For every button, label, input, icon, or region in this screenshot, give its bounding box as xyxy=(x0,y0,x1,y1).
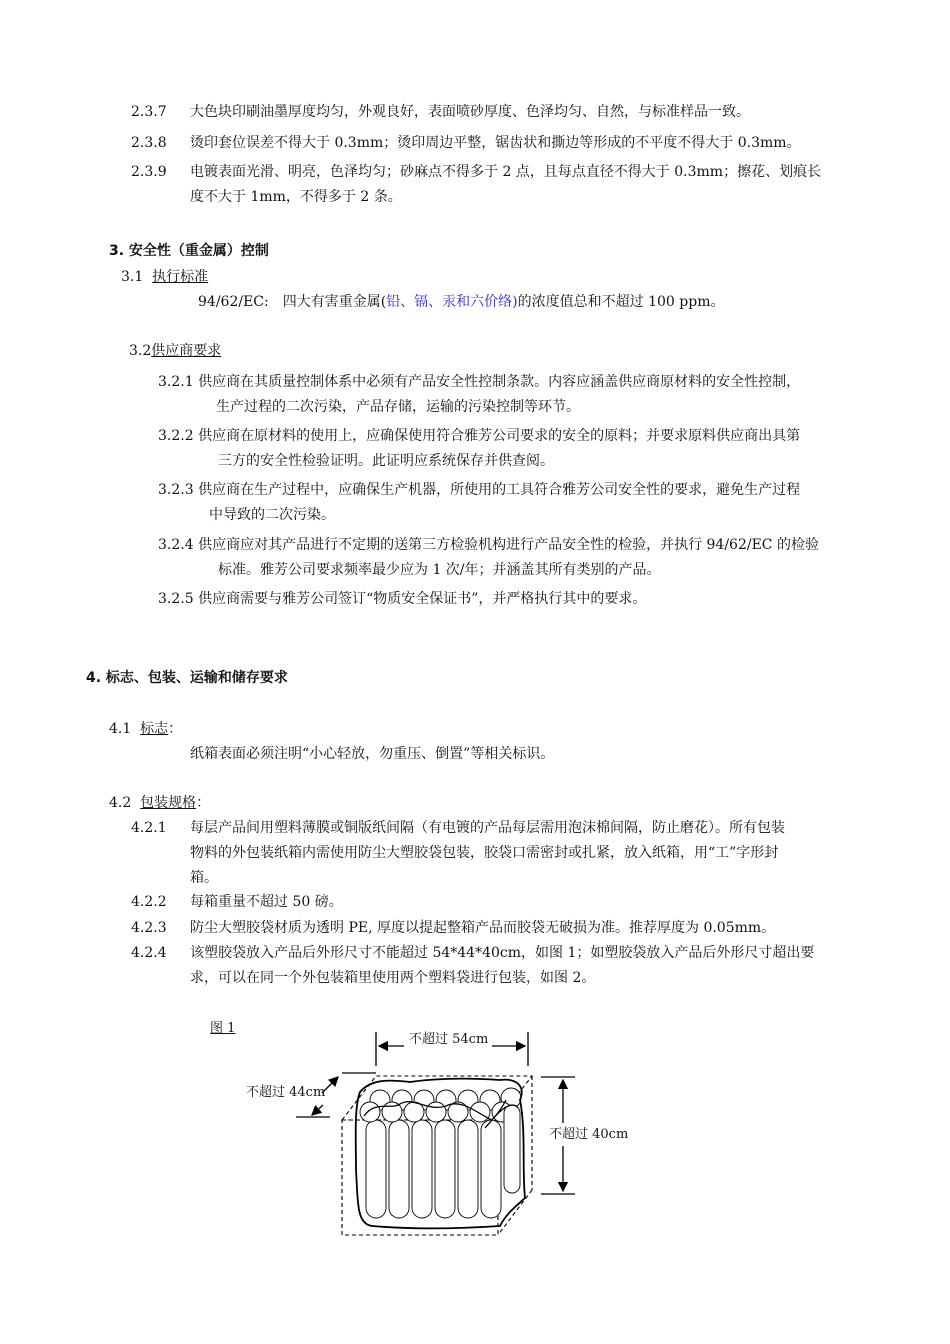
figure-label: 图 1 xyxy=(210,1021,236,1036)
item-text: 3.2.4 供应商应对其产品进行不定期的送第三方检验机构进行产品安全性的检验，并执行 94/62/EC 的检验 xyxy=(158,537,819,553)
subsection-num: 3.2 xyxy=(129,343,152,359)
item-text: 烫印套位误差不得大于 0.3mm；烫印周边平整，锯齿状和撕边等形成的不平度不得大于 0.3mm。 xyxy=(190,135,801,151)
item-text-cont: 生产过程的二次污染，产品存储，运输的污染控制等环节。 xyxy=(216,399,580,415)
height-dimension xyxy=(541,1077,575,1194)
item-num: 4.2.4 xyxy=(131,945,167,961)
subsection-title: 供应商要求 xyxy=(151,343,222,359)
item-text: 电镀表面光滑、明亮，色泽均匀；砂麻点不得多于 2 点，且每点直径不得大于 0.3mm；擦花、划痕长 xyxy=(190,164,822,180)
item-num: 4.2.2 xyxy=(131,894,167,910)
subsection-title: 标志 xyxy=(140,721,169,737)
item-text-cont: 标准。雅芳公司要求频率最少应为 1 次/年；并涵盖其所有类别的产品。 xyxy=(218,562,661,578)
width-dimension xyxy=(376,1032,528,1066)
subsection-num: 3.1 xyxy=(121,269,144,285)
item-text: 3.2.2 供应商在原材料的使用上，应确保使用符合雅芳公司要求的安全的原料；并要求原料供应商出具第 xyxy=(158,428,801,444)
item-text-cont: 物料的外包装纸箱内需使用防尘大塑胶袋包装，胶袋口需密封或扎紧，放入纸箱，用“工”字形封 xyxy=(190,845,779,861)
width-dimension-label: 不超过 54cm xyxy=(409,1032,489,1047)
standard-text: 94/62/EC: 四大有害重金属( xyxy=(198,294,387,310)
label-requirement-text: 纸箱表面必须注明“小心轻放，勿重压、倒置”等相关标识。 xyxy=(190,746,555,762)
subsection-num: 4.1 xyxy=(109,721,132,737)
item-num: 2.3.9 xyxy=(131,164,167,180)
item-num: 2.3.8 xyxy=(131,135,167,151)
item-text-cont: 度不大于 1mm，不得多于 2 条。 xyxy=(190,189,402,205)
subsection-title: 执行标准 xyxy=(152,269,209,285)
depth-dimension-label: 不超过 44cm xyxy=(246,1085,326,1100)
height-dimension-label: 不超过 40cm xyxy=(549,1127,629,1142)
section-3-heading: 3. 安全性（重金属）控制 xyxy=(109,243,269,259)
item-text-cont: 三方的安全性检验证明。此证明应系统保存并供查阅。 xyxy=(218,453,554,469)
item-text-cont: 箱。 xyxy=(190,870,218,886)
item-text: 每箱重量不超过 50 磅。 xyxy=(190,894,343,910)
item-num: 2.3.7 xyxy=(131,104,167,120)
colon: ： xyxy=(168,721,183,737)
item-text: 大色块印刷油墨厚度均匀，外观良好，表面喷砂厚度、色泽均匀、自然，与标准样品一致。 xyxy=(190,104,750,120)
item-text: 3.2.5 供应商需要与雅芳公司签订“物质安全保证书”，并严格执行其中的要求。 xyxy=(158,591,647,607)
item-text: 3.2.3 供应商在生产过程中，应确保生产机器，所使用的工具符合雅芳公司安全性的要求，避免生产过程 xyxy=(158,482,801,498)
item-num: 4.2.1 xyxy=(131,820,167,836)
item-text: 防尘大塑胶袋材质为透明 PE, 厚度以提起整箱产品而胶袋无破损为准。推荐厚度为 0.05mm。 xyxy=(190,920,776,936)
item-text-cont: 求，可以在同一个外包装箱里使用两个塑料袋进行包装，如图 2。 xyxy=(190,970,596,986)
subsection-title: 包装规格 xyxy=(140,795,197,811)
colon: ： xyxy=(196,795,211,811)
subsection-num: 4.2 xyxy=(109,795,132,811)
section-4-heading: 4. 标志、包装、运输和储存要求 xyxy=(86,670,288,686)
item-text-cont: 中导致的二次污染。 xyxy=(209,507,335,523)
heavy-metals-text: 铅、镉、汞和六价络) xyxy=(386,294,518,310)
item-num: 4.2.3 xyxy=(131,920,167,936)
item-text: 3.2.1 供应商在其质量控制体系中必须有产品安全性控制条款。内容应涵盖供应商原材料的安全性控制， xyxy=(158,374,801,390)
standard-limit-text: 的浓度值总和不超过 100 ppm。 xyxy=(517,294,725,310)
item-text: 每层产品间用塑料薄膜或铜版纸间隔（有电镀的产品每层需用泡沫棉间隔，防止磨花）。所有包装 xyxy=(190,820,785,836)
item-text: 该塑胶袋放入产品后外形尺寸不能超过 54*44*40cm，如图 1；如塑胶袋放入产品后外形尺寸超出要 xyxy=(190,945,815,961)
